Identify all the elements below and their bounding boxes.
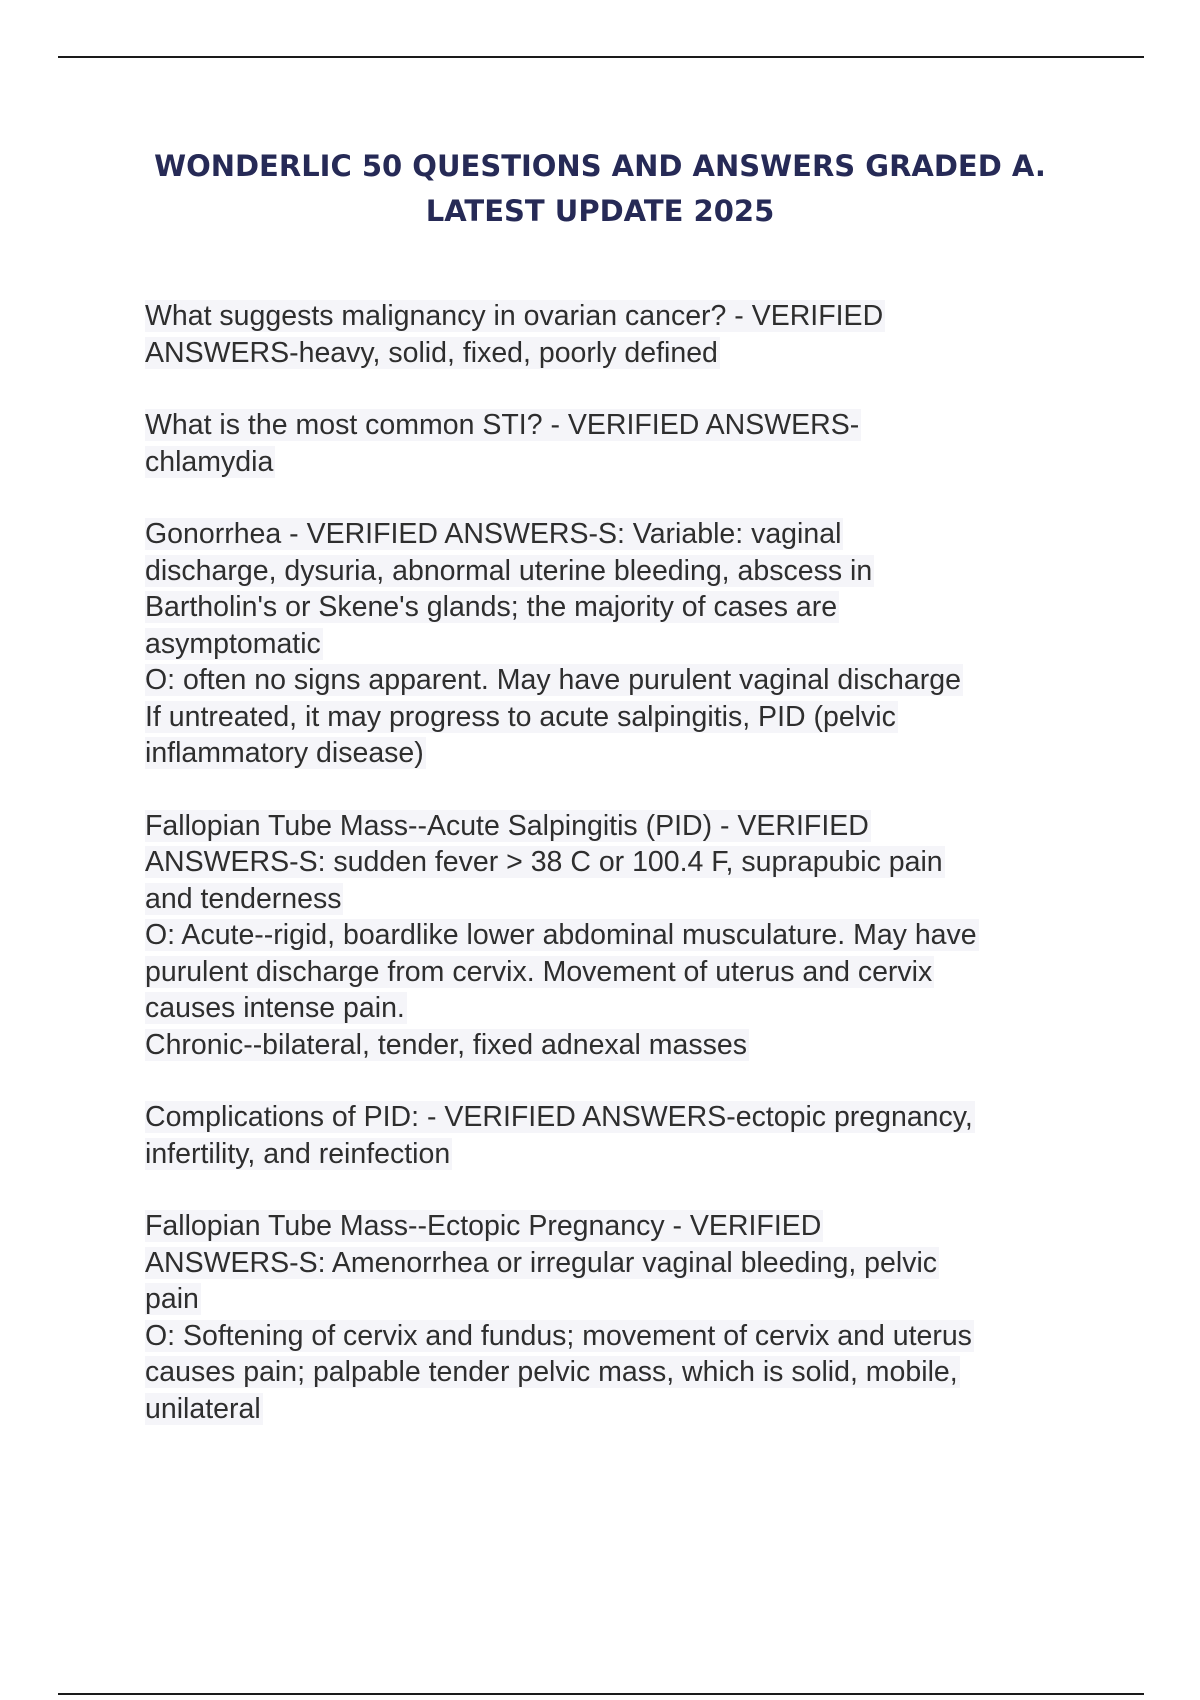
qa-line-text: unilateral [145,1392,261,1425]
qa-line-text: Fallopian Tube Mass--Acute Salpingitis (PID) - VERIFIED [145,809,869,842]
qa-line [145,1027,1145,1064]
qa-line-text: asymptomatic [145,627,321,660]
qa-line-text: ANSWERS-S: Amenorrhea or irregular vaginal bleeding, pelvic [145,1246,938,1279]
qa-line [145,699,1145,736]
qa-line [145,1245,1145,1282]
qa-line [145,626,1145,663]
qa-line-text: chlamydia [145,445,274,478]
qa-line-text: Bartholin's or Skene's glands; the majority of cases are [145,591,838,623]
qa-line [145,335,1145,372]
qa-entry [145,298,1145,371]
qa-list [145,298,1145,1463]
qa-line [145,990,1145,1027]
qa-line-text: Fallopian Tube Mass--Ectopic Pregnancy - VERIFIED [145,1210,822,1242]
qa-entry [145,808,1145,1064]
qa-line-text: What is the most common STI? - VERIFIED ANSWERS- [145,409,860,441]
qa-line-text: and tenderness [145,882,342,915]
qa-line [145,298,1145,335]
document-title-line-1: WONDERLIC 50 QUESTIONS AND ANSWERS GRADED A. [154,149,1046,183]
qa-line-text: Gonorrhea - VERIFIED ANSWERS-S: Variable: vaginal [145,518,842,550]
qa-line [145,1136,1145,1173]
qa-line [145,1318,1145,1355]
qa-line-text: O: often no signs apparent. May have purulent vaginal discharge [145,664,961,696]
qa-line [145,662,1145,699]
qa-line-text: What suggests malignancy in ovarian cancer? - VERIFIED [145,300,884,332]
qa-line-text: ANSWERS-heavy, solid, fixed, poorly defined [145,336,718,369]
qa-line [145,881,1145,918]
qa-line-text: ANSWERS-S: sudden fever > 38 C or 100.4 F, suprapubic pain [145,846,943,878]
qa-line-text: purulent discharge from cervix. Movement of uterus and cervix [145,955,933,988]
qa-line [145,954,1145,991]
qa-line-text: discharge, dysuria, abnormal uterine bleeding, abscess in [145,554,873,587]
qa-line [145,516,1145,553]
qa-line [145,735,1145,772]
qa-line [145,1099,1145,1136]
qa-line [145,1391,1145,1428]
qa-line-text: inflammatory disease) [145,737,424,769]
qa-line-text: pain [145,1283,199,1315]
qa-line [145,407,1145,444]
qa-line [145,1281,1145,1318]
qa-line [145,1354,1145,1391]
qa-line [145,444,1145,481]
document-title [100,144,1100,234]
qa-line [145,844,1145,881]
qa-line-text: Complications of PID: - VERIFIED ANSWERS-ectopic pregnancy, [145,1101,973,1133]
qa-line-text: causes pain; palpable tender pelvic mass, which is solid, mobile, [145,1356,958,1388]
qa-line [145,589,1145,626]
qa-line [145,808,1145,845]
qa-line [145,553,1145,590]
qa-line-text: infertility, and reinfection [145,1137,451,1170]
qa-line [145,1208,1145,1245]
qa-line-text: causes intense pain. [145,992,405,1024]
qa-line-text: If untreated, it may progress to acute salpingitis, PID (pelvic [145,700,896,733]
qa-line-text: Chronic--bilateral, tender, fixed adnexal masses [145,1028,747,1061]
qa-entry [145,1208,1145,1427]
qa-entry [145,407,1145,480]
header-rule [58,56,1144,58]
qa-entry [145,1099,1145,1172]
qa-line-text: O: Softening of cervix and fundus; movement of cervix and uterus [145,1319,972,1352]
footer-rule [58,1693,1144,1695]
qa-line [145,917,1145,954]
qa-entry [145,516,1145,772]
qa-line-text: O: Acute--rigid, boardlike lower abdominal musculature. May have [145,919,977,951]
document-title-line-2: LATEST UPDATE 2025 [425,194,775,228]
